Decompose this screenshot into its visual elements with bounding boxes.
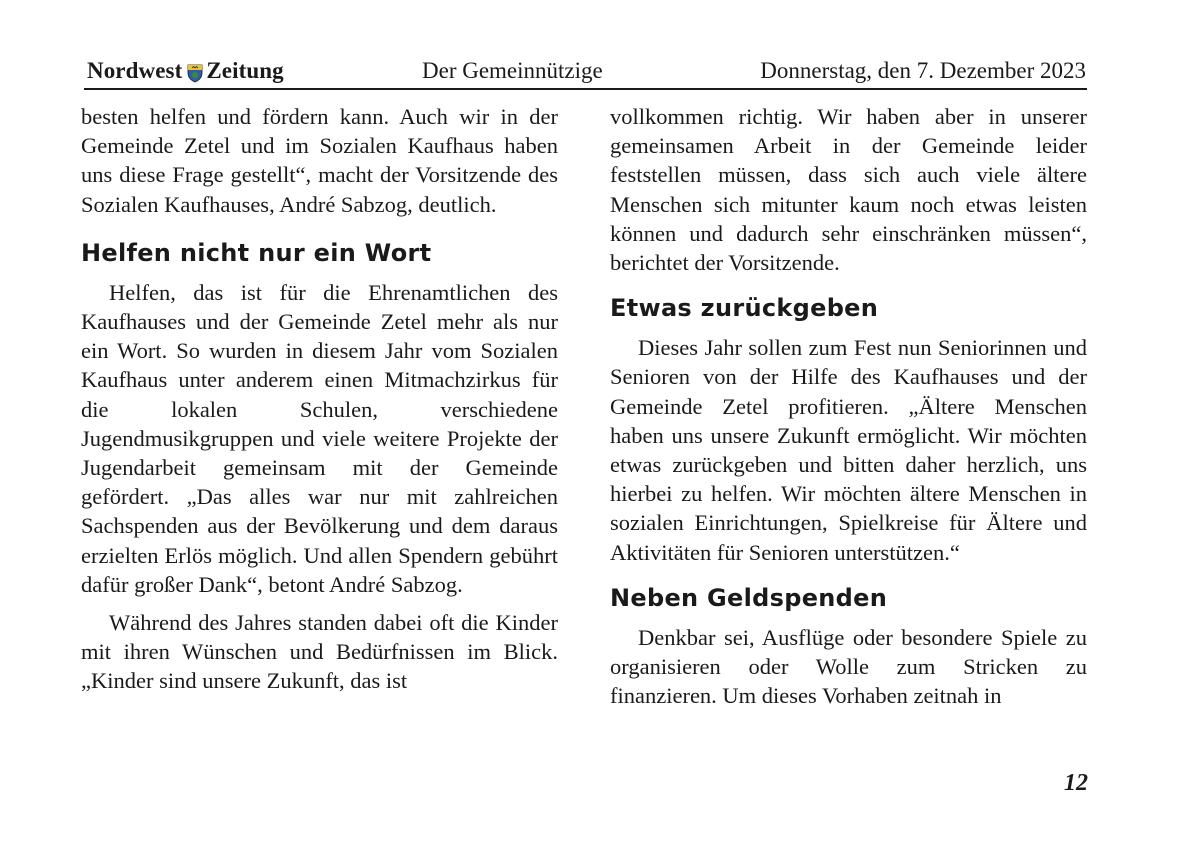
right-column (610, 102, 1087, 710)
page-header (84, 58, 1086, 88)
right-heading-2: Neben Geldspenden (610, 583, 888, 612)
issue-date: Donnerstag, den 7. Dezember 2023 (760, 58, 1086, 83)
section-title: Der Gemeinnützige (422, 58, 603, 83)
left-paragraph-3: Während des Jahres standen dabei oft die Kinder mit ihren Wünschen und Bedürfnissen im Blick. „Kinder sind unsere Zukunft, das ist (81, 610, 558, 694)
coat-of-arms-icon (187, 63, 203, 82)
right-paragraph-1: vollkommen richtig. Wir haben aber in unserer gemeinsamen Arbeit in der Gemeinde leider feststellen müssen, dass sich auch viele ältere Menschen sich mitunter kaum noch etwas leisten können und dadurch sehr einschränken müssen“, berichtet der Vorsitzende. (610, 104, 1087, 276)
right-paragraph-2: Dieses Jahr sollen zum Fest nun Seniorinnen und Senioren von der Hilfe des Kaufhauses und der Gemeinde Zetel profitieren. „Ältere Menschen haben uns unsere Zukunft ermöglicht. Wir möchten etwas zurückgeben und bitten daher herzlich, uns hierbei zu helfen. Wir möchten ältere Menschen in sozialen Einrichtungen, Spielkreise für Ältere und Aktivitäten für Senioren unterstützen.“ (610, 335, 1087, 565)
left-paragraph-2: Helfen, das ist für die Ehrenamtlichen des Kaufhauses und der Gemeinde Zetel mehr als nur ein Wort. So wurden in diesem Jahr vom Sozialen Kaufhaus unter anderem einen Mitmachzirkus für die lokalen Schulen, verschiedene Jugendmusikgruppen und viele weitere Projekte der Jugendarbeit gemeinsam mit der Gemeinde gefördert. „Das alles war nur mit zahlreichen Sachspenden aus der Bevölkerung und dem daraus erzielten Erlös möglich. Und allen Spendern gebührt dafür großer Dank“, betont André Sabzog. (81, 279, 558, 597)
right-heading-1: Etwas zurückgeben (610, 294, 879, 323)
left-paragraph-1: besten helfen und fördern kann. Auch wir in der Gemeinde Zetel und im Sozialen Kaufhaus haben uns diese Frage gestellt“, macht der Vorsitzende des Sozialen Kaufhauses, André Sabzog, deutlich. (81, 104, 558, 217)
left-column (81, 102, 558, 696)
left-heading-1: Helfen nicht nur ein Wort (81, 238, 432, 267)
masthead-right-word: Zeitung (206, 58, 284, 83)
masthead-left-word: Nordwest (87, 58, 183, 83)
page-number: 12 (1064, 770, 1088, 796)
newspaper-masthead (87, 58, 284, 84)
right-paragraph-3: Denkbar sei, Ausflüge oder besondere Spiele zu organisieren oder Wolle zum Stricken zu finanzieren. Um dieses Vorhaben zeitnah in (610, 624, 1087, 709)
header-rule (84, 88, 1087, 90)
